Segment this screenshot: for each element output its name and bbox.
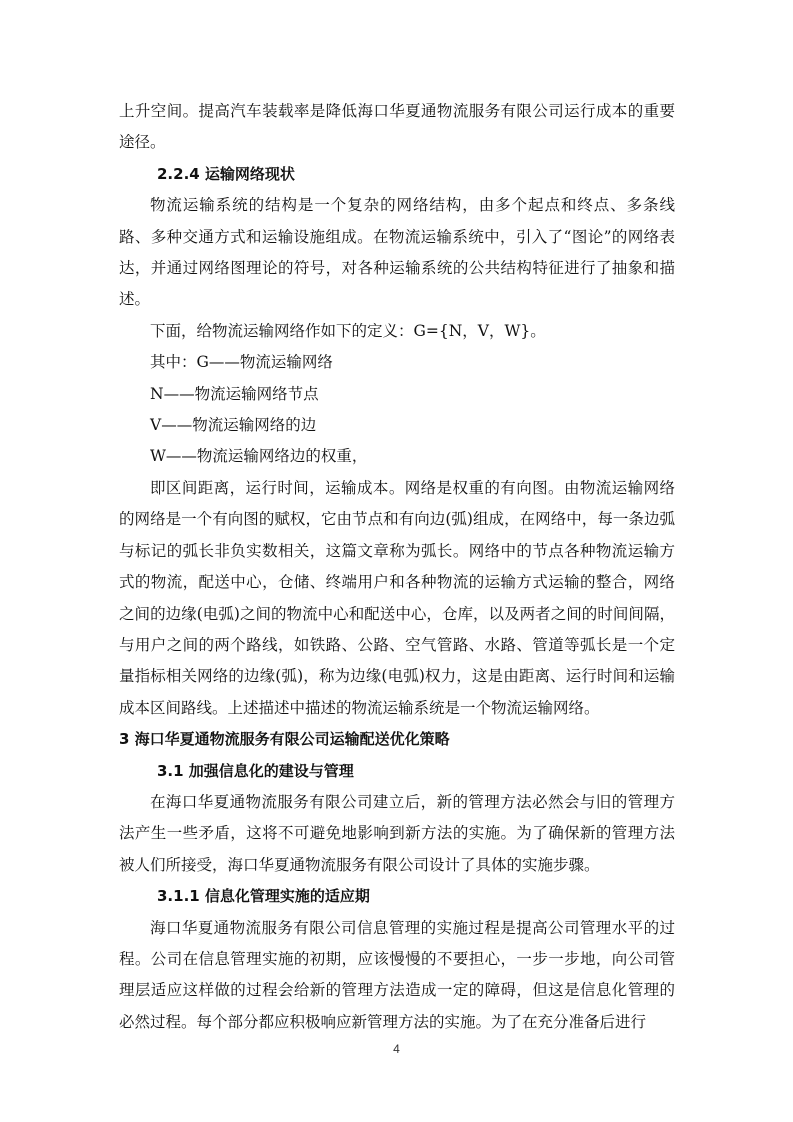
definition-w: W——物流运输网络边的权重， [150,447,368,466]
paragraph-adaptation-period: 海口华夏通物流服务有限公司信息管理的实施过程是提高公司管理水平的过程。公司在信息管理实施的初期，应该慢慢的不要担心，一步一步地，向公司管理层适应这样做的过程会给新的管理方法造成一定的障碍，但这是信息化管理的必然过程。每个部分都应积极响应新管理方法的实施。为了在充分准备后进行 [119,918,675,1031]
paragraph-continuation: 上升空间。提高汽车装载率是降低海口华夏通物流服务有限公司运行成本的重要途径。 [119,102,675,152]
definition-n: N——物流运输网络节点 [150,384,319,403]
heading-3: 3 海口华夏通物流服务有限公司运输配送优化策略 [119,730,450,749]
paragraph-network-description: 即区间距离，运行时间，运输成本。网络是权重的有向图。由物流运输网络的网络是一个有向图的赋权，它由节点和有向边(弧)组成，在网络中，每一条边弧与标记的弧长非负实数相关，这篇文章称为弧长。网络中的节点各种物流运输方式的物流，配送中心，仓储、终端用户和各种物流的运输方式运输的整合，网络之间的边缘(电弧)之间的物流中心和配送中心，仓库，以及两者之间的时间间隔，与用户之间的两个路线，如铁路、公路、空气管路、水路、管道等弧长是一个定量指标相关网络的边缘(弧)，称为边缘(电弧)权力，这是由距离、运行时间和运输成本区间路线。上述描述中描述的物流运输系统是一个物流运输网络。 [119,478,675,717]
heading-3-1: 3.1 加强信息化的建设与管理 [157,761,354,780]
definition-v: V——物流运输网络的边 [150,416,317,435]
heading-2-2-4: 2.2.4 运输网络现状 [157,164,295,183]
heading-3-1-1: 3.1.1 信息化管理实施的适应期 [157,887,370,906]
paragraph-network-structure: 物流运输系统的结构是一个复杂的网络结构，由多个起点和终点、多条线路、多种交通方式和运输设施组成。在物流运输系统中，引入了“图论”的网络表达，并通过网络图理论的符号，对各种运输系统的公共结构特征进行了抽象和描述。 [119,196,675,309]
page-number: 4 [393,1042,400,1056]
paragraph-informatization: 在海口华夏通物流服务有限公司建立后，新的管理方法必然会与旧的管理方法产生一些矛盾，这将不可避免地影响到新方法的实施。为了确保新的管理方法被人们所接受，海口华夏通物流服务有限公司设计了具体的实施步骤。 [119,792,675,874]
definition-g: 其中：G——物流运输网络 [150,353,333,372]
paragraph-definition-intro: 下面，给物流运输网络作如下的定义：G={N，V，W}。 [150,321,546,340]
page-content [119,96,675,1038]
